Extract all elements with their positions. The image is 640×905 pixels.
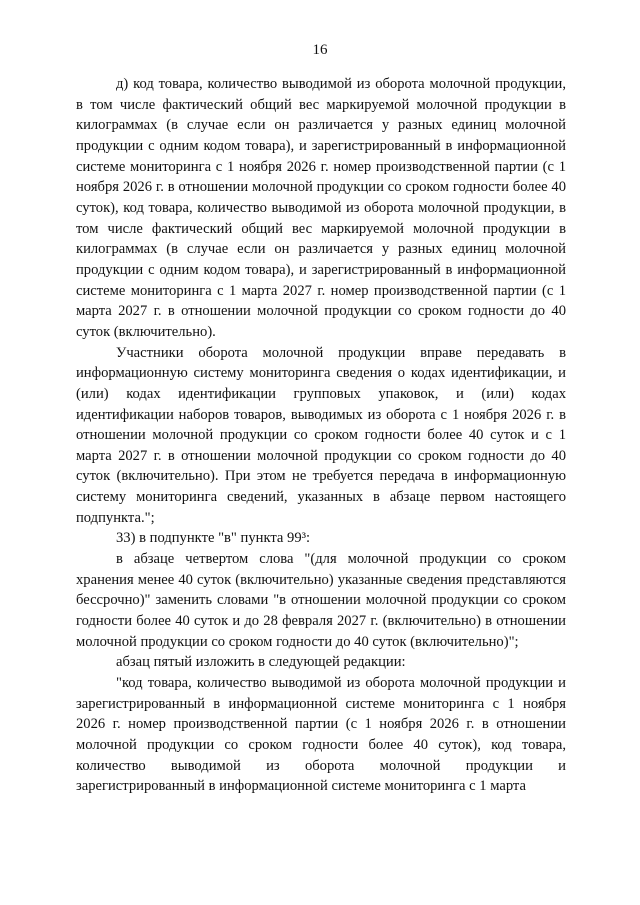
- document-body: [76, 74, 566, 797]
- paragraph-subitem-d: д) код товара, количество выводимой из оборота молочной продукции, в том числе фактический общий вес маркируемой молочной продукции в килограммах (в случае если он различается у разных единиц молочной продукции с одним кодом товара), и зарегистрированный в информационной системе мониторинга с 1 ноября 2026 г. номер производственной партии (с 1 ноября 2026 г. в отношении молочной продукции со сроком годности более 40 суток), код товара, количество выводимой из оборота молочной продукции, в том числе фактический общий вес маркируемой молочной продукции в килограммах (в случае если он различается у разных единиц молочной продукции с одним кодом товара), и зарегистрированный в информационной системе мониторинга с 1 марта 2027 г. номер производственной партии (с 1 марта 2027 г. в отношении молочной продукции со сроком годности до 40 суток (включительно).: [76, 76, 566, 340]
- paragraph-fifth-abzac: абзац пятый изложить в следующей редакции:: [116, 654, 406, 671]
- paragraph-fourth-abzac: в абзаце четвертом слова "(для молочной продукции со сроком хранения менее 40 суток (включительно) указанные сведения представляются бессрочно)" заменить словами "в отношении молочной продукции со сроком годности более 40 суток и до 28 февраля 2027 г. (включительно) в отношении молочной продукции со сроком годности до 40 суток (включительно)";: [76, 551, 566, 650]
- paragraph-participants: Участники оборота молочной продукции вправе передавать в информационную систему мониторинга сведения о кодах идентификации, и (или) кодах идентификации групповых упаковок, и (или) кодах идентификации наборов товаров, выводимых из оборота с 1 ноября 2026 г. в отношении молочной продукции со сроком годности более 40 суток и с 1 марта 2027 г. в отношении молочной продукции со сроком годности до 40 суток (включительно). При этом не требуется передача в информационную систему мониторинга сведений, указанных в абзаце первом настоящего подпункта.";: [76, 344, 566, 526]
- paragraph-new-wording: "код товара, количество выводимой из оборота молочной продукции и зарегистрированный в информационной системе мониторинга с 1 ноября 2026 г. номер производственной партии (с 1 ноября 2026 г. в отношении молочной продукции со сроком годности более 40 суток), код товара, количество выводимой из оборота молочной продукции и зарегистрированный в информационной системе мониторинга с 1 марта: [76, 675, 566, 795]
- paragraph-item-33: 33) в подпункте "в" пункта 99³:: [116, 530, 311, 547]
- page-number: 16: [312, 42, 328, 58]
